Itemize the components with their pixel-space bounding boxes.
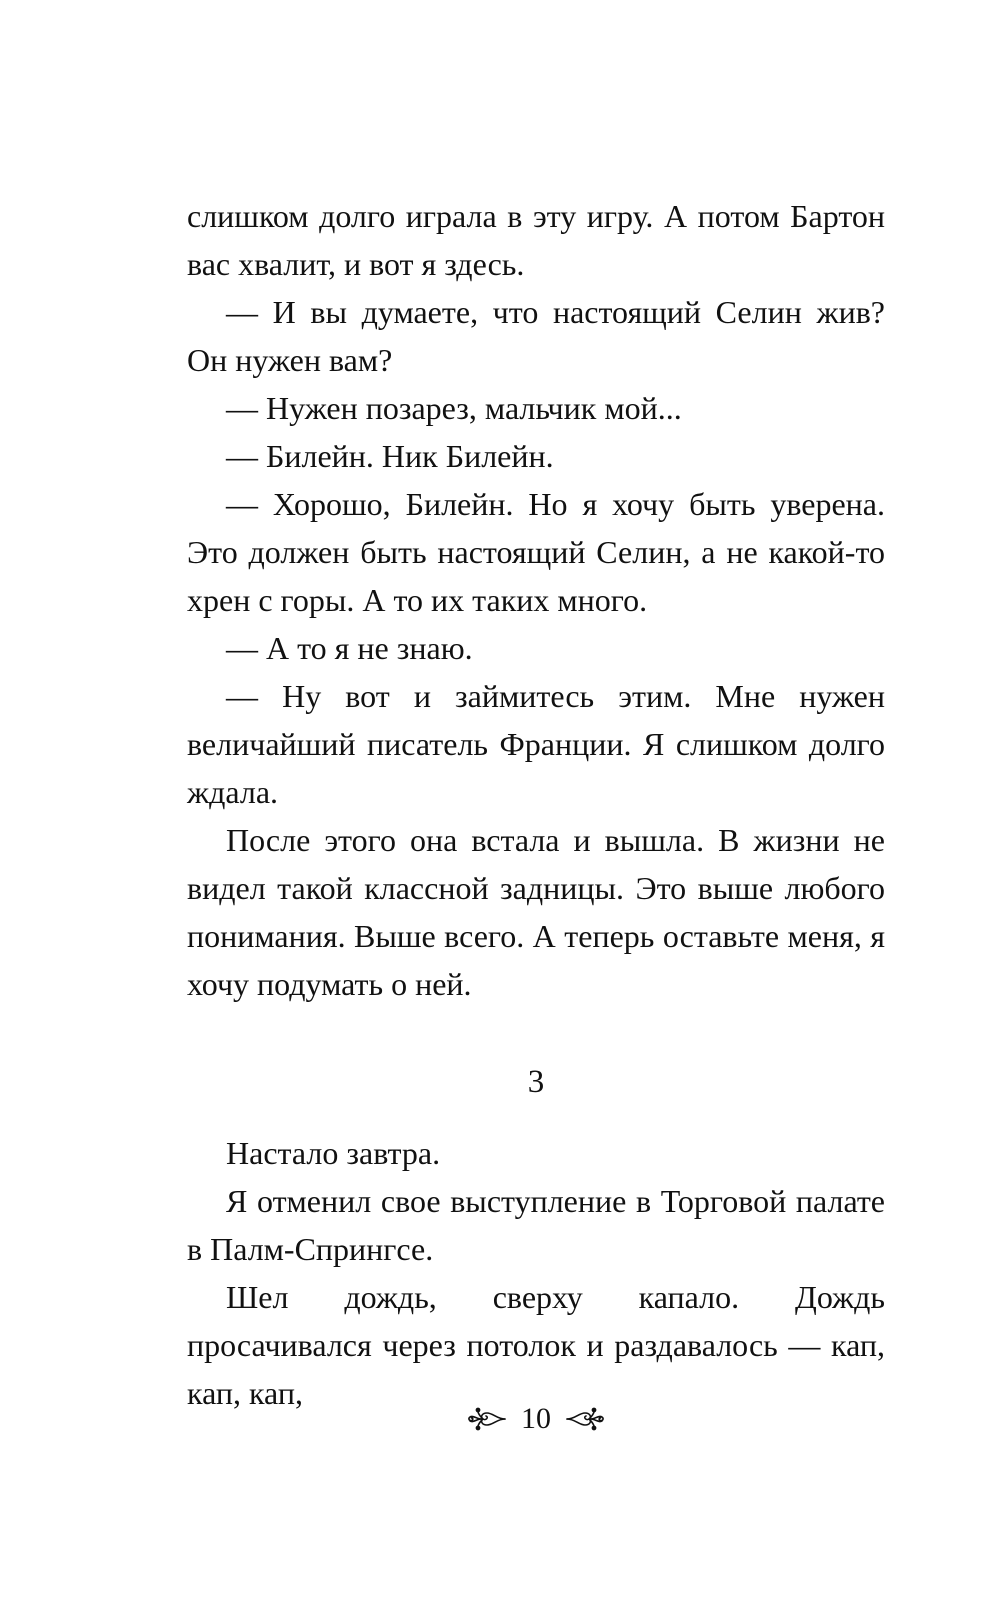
paragraph: — Ну вот и займитесь этим. Мне нужен величайший писатель Франции. Я слишком долго ждала. [187,678,885,810]
page-footer [0,1395,1000,1443]
body-text-bottom [187,1129,885,1417]
paragraph: — И вы думаете, что настоящий Селин жив? Он нужен вам? [187,294,885,378]
paragraph: Шел дождь, сверху капало. Дождь просачивался через потолок и раздавалось — кап, кап, кап, [187,1279,885,1411]
flourish-left-icon [467,1404,507,1434]
paragraph: слишком долго играла в эту игру. А потом Бартон вас хвалит, и вот я здесь. [187,198,885,282]
chapter-number: 3 [527,1064,545,1100]
paragraph: — А то я не знаю. [226,630,473,666]
page-number: 10 [521,1402,551,1435]
paragraph: После этого она встала и вышла. В жизни не видел такой классной задницы. Это выше любого понимания. Выше всего. А теперь оставьте меня, я хочу подумать о ней. [187,822,885,1002]
body-text-top [187,192,885,1008]
paragraph: Я отменил свое выступление в Торговой палате в Палм-Спрингсе. [187,1183,885,1267]
paragraph: — Нужен позарез, мальчик мой... [226,390,682,426]
paragraph: Настало завтра. [226,1135,441,1171]
paragraph: — Билейн. Ник Билейн. [226,438,554,474]
paragraph: — Хорошо, Билейн. Но я хочу быть уверена. Это должен быть настоящий Селин, а не какой-то хрен с горы. А то их таких много. [187,486,885,618]
flourish-right-icon [565,1404,605,1434]
